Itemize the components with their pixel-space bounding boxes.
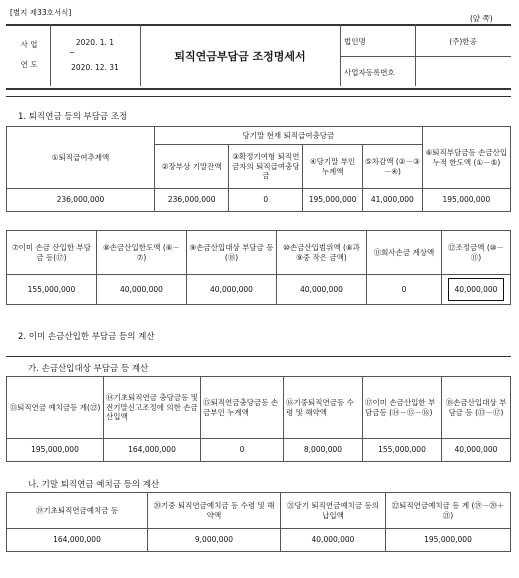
corp-name-value: (주)한공 (449, 37, 477, 46)
header-cell: ㉒퇴직연금예치금 등 계 (⑲－⑳＋㉑) (386, 493, 511, 529)
business-year-label2: 연 도 (20, 60, 38, 69)
value-cell: 0 (229, 189, 303, 212)
section2-table-a (6, 376, 511, 462)
section1-title: 1. 퇴직연금 등의 부담금 조정 (18, 112, 128, 122)
value-cell: 236,000,000 (154, 189, 229, 212)
date-to: 2020. 12. 31 (71, 63, 119, 72)
value-cell: 8,000,000 (284, 439, 363, 462)
header-cell: ⑦이미 손금 산입한 부담금 등(⑰) (7, 231, 97, 275)
header-cell: ③확정기여형 퇴직연금자의 퇴직급여충당금 (229, 145, 303, 189)
header-cell: ⑥퇴직부담금등 손금산입 누적 한도액 (①－⑤) (422, 127, 510, 189)
value-cell: 155,000,000 (363, 439, 442, 462)
section2-table-b (6, 492, 511, 552)
value-cell: 195,000,000 (386, 529, 511, 552)
value-cell: 0 (367, 275, 442, 305)
header-cell: ⑪회사손금 계상액 (367, 231, 442, 275)
header-cell: ⑫조정금액 (⑩－⑪) (442, 231, 511, 275)
value-cell: 155,000,000 (7, 275, 97, 305)
page-title: 퇴직연금부담금 조정명세서 (174, 50, 306, 63)
business-year-label: 사 업 (20, 40, 38, 49)
header-cell: ⑧손금산입한도액 (⑥－⑦) (97, 231, 187, 275)
header-cell: ④당기말 부인 누계액 (303, 145, 363, 189)
section2-sub-b: 나. 기말 퇴직연금 예치금 등의 계산 (28, 480, 160, 490)
value-cell: 41,000,000 (363, 189, 423, 212)
header-cell: ⑳기중 퇴직연금예치금 등 수령 및 해약액 (148, 493, 281, 529)
form-tag: [별지 제33호서식] (10, 8, 72, 17)
section2-sub-a: 가. 손금산입대상 부담금 등 계산 (28, 364, 149, 374)
section1-table-a (6, 126, 511, 212)
header-cell: ⑯기중퇴직연금등 수령 및 해약액 (284, 377, 363, 439)
header-cell: ⑨손금산입대상 부담금 등(⑱) (187, 231, 277, 275)
biz-number-label: 사업자등록번호 (344, 68, 395, 77)
value-cell: 195,000,000 (422, 189, 510, 212)
adjustment-cell: 40,000,000 (442, 275, 511, 305)
section1-table-b (6, 230, 511, 305)
header-cell: ⑰이미 손금산입한 부담금등 (⑭－⑮－⑯) (363, 377, 442, 439)
header-cell: ⑬퇴직연금 예치금등 계(㉒) (7, 377, 104, 439)
value-cell: 164,000,000 (104, 439, 201, 462)
header-cell: ⑲기초퇴직연금예치금 등 (7, 493, 148, 529)
header-cell: ⑮퇴직연금충당금등 손금부인 누계액 (201, 377, 284, 439)
value-cell: 195,000,000 (7, 439, 104, 462)
value-cell: 40,000,000 (97, 275, 187, 305)
section2-title: 2. 이미 손금산입한 부담금 등의 계산 (18, 332, 155, 342)
header-cell: ㉑당기 퇴직연금예치금 등의 납입액 (281, 493, 386, 529)
value-cell: 164,000,000 (7, 529, 148, 552)
corp-name-label: 법인명 (344, 37, 366, 46)
value-cell: 0 (201, 439, 284, 462)
date-from: 2020. 1. 1 (75, 38, 115, 47)
value-cell: 40,000,000 (442, 439, 511, 462)
header-cell: ②장부상 기말잔액 (154, 145, 229, 189)
value-cell: 9,000,000 (148, 529, 281, 552)
date-sep: ~ (68, 48, 76, 57)
header-cell: ⑤차감액 (②－③－④) (363, 145, 423, 189)
header-cell: 당기말 현재 퇴직급여충당금 (154, 127, 422, 145)
value-cell: 195,000,000 (303, 189, 363, 212)
value-cell: 236,000,000 (7, 189, 155, 212)
header-cell: ⑱손금산입대상 부담금 등 (⑬－⑰) (442, 377, 511, 439)
value-cell: 40,000,000 (187, 275, 277, 305)
form-side: (앞 쪽) (470, 14, 493, 23)
header-cell: ①퇴직급여추계액 (7, 127, 155, 189)
header-cell: ⑩손금산입범위액 (⑧과 ⑨중 작은 금액) (277, 231, 367, 275)
value-cell: 40,000,000 (281, 529, 386, 552)
header-cell: ⑭기초퇴직연금 충당금등 및 전기말신고조정에 의한 손금산입액 (104, 377, 201, 439)
value-cell: 40,000,000 (277, 275, 367, 305)
